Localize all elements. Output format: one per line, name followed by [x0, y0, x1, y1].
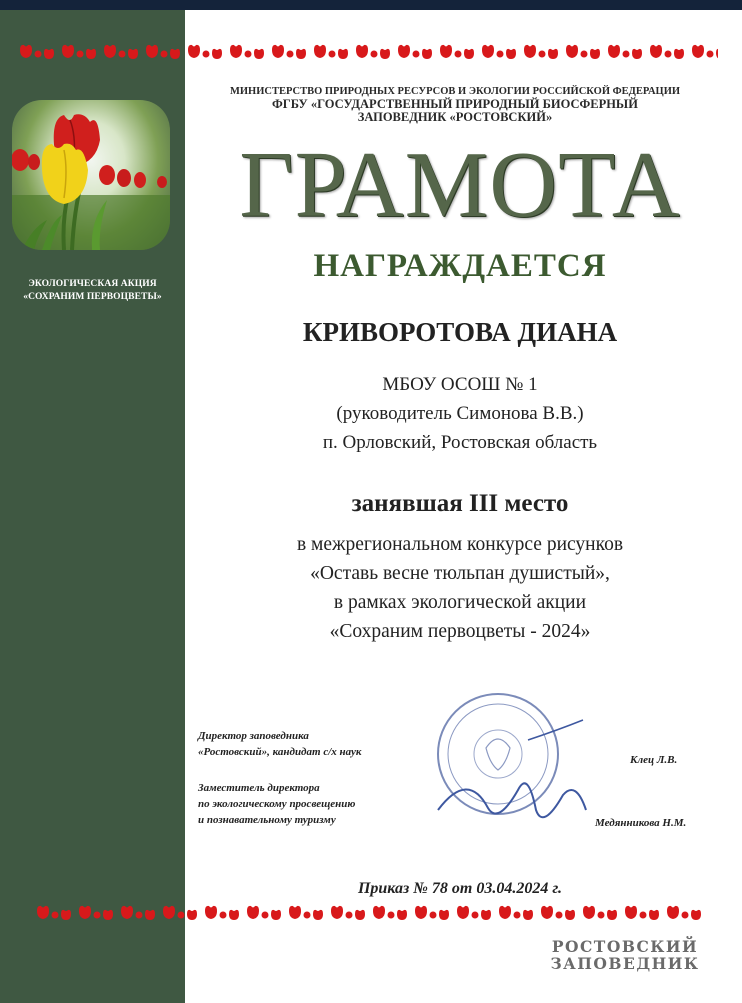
deputy-title-line1: Заместитель директора [198, 782, 320, 794]
certificate-title: ГРАМОТА [239, 133, 681, 237]
deputy-title [198, 780, 355, 828]
reserve-logo-line1: РОСТОВСКИЙ [551, 937, 699, 956]
contest-line4: «Сохраним первоцветы - 2024» [329, 621, 591, 642]
ministry-line1: МИНИСТЕРСТВО ПРИРОДНЫХ РЕСУРСОВ И ЭКОЛОГИИ РОССИЙСКОЙ ФЕДЕРАЦИИ [229, 86, 681, 97]
campaign-title-line2: «СОХРАНИМ ПЕРВОЦВЕТЫ» [23, 292, 162, 302]
director-title-line2: «Ростовский», кандидат с/х наук [198, 746, 362, 758]
order-reference: Приказ № 78 от 03.04.2024 г. [357, 880, 563, 897]
place-awarded: занявшая III место [351, 490, 569, 517]
deputy-name: Медянникова Н.М. [595, 817, 687, 829]
deputy-title-line3: и познавательному туризму [198, 814, 336, 826]
tulip-border-top-icons [18, 44, 718, 66]
awarded-heading: НАГРАЖДАЕТСЯ [313, 248, 607, 284]
recipient-name: КРИВОРОТОВА ДИАНА [302, 317, 618, 347]
tulip-border-bottom-icons [35, 905, 715, 927]
contest-line1: в межрегиональном конкурсе рисунков [296, 534, 624, 555]
tulip-border-bottom [35, 905, 715, 927]
director-title-line1: Директор заповедника [198, 730, 309, 742]
seal-graphic [428, 690, 588, 838]
contest-description [200, 530, 720, 646]
director-name: Клец Л.В. [630, 754, 678, 766]
school-name: МБОУ ОСОШ № 1 [382, 374, 538, 395]
tulip-border-top [18, 44, 718, 66]
ministry-line3: ЗАПОВЕДНИК «РОСТОВСКИЙ» [357, 110, 553, 124]
reserve-logo-line2: ЗАПОВЕДНИК [550, 954, 700, 973]
location: п. Орловский, Ростовская область [322, 432, 598, 453]
official-seal [428, 690, 588, 838]
contest-line3: в рамках экологической акции [333, 592, 587, 613]
ministry-header [190, 85, 720, 124]
campaign-title [0, 278, 185, 304]
deputy-title-line2: по экологическому просвещению [198, 798, 356, 810]
recipient-organization [200, 370, 720, 457]
ministry-line2: ФГБУ «ГОСУДАРСТВЕННЫЙ ПРИРОДНЫЙ БИОСФЕРНЫЙ [272, 97, 638, 111]
tulip-photo [12, 100, 170, 250]
supervisor-name: (руководитель Симонова В.В.) [336, 403, 584, 424]
tulip-illustration [12, 100, 170, 250]
reserve-logo [545, 938, 705, 972]
campaign-title-line1: ЭКОЛОГИЧЕСКАЯ АКЦИЯ [28, 279, 157, 289]
contest-line2: «Оставь весне тюльпан душистый», [310, 563, 610, 584]
top-bar [0, 0, 742, 10]
director-title [198, 728, 361, 760]
